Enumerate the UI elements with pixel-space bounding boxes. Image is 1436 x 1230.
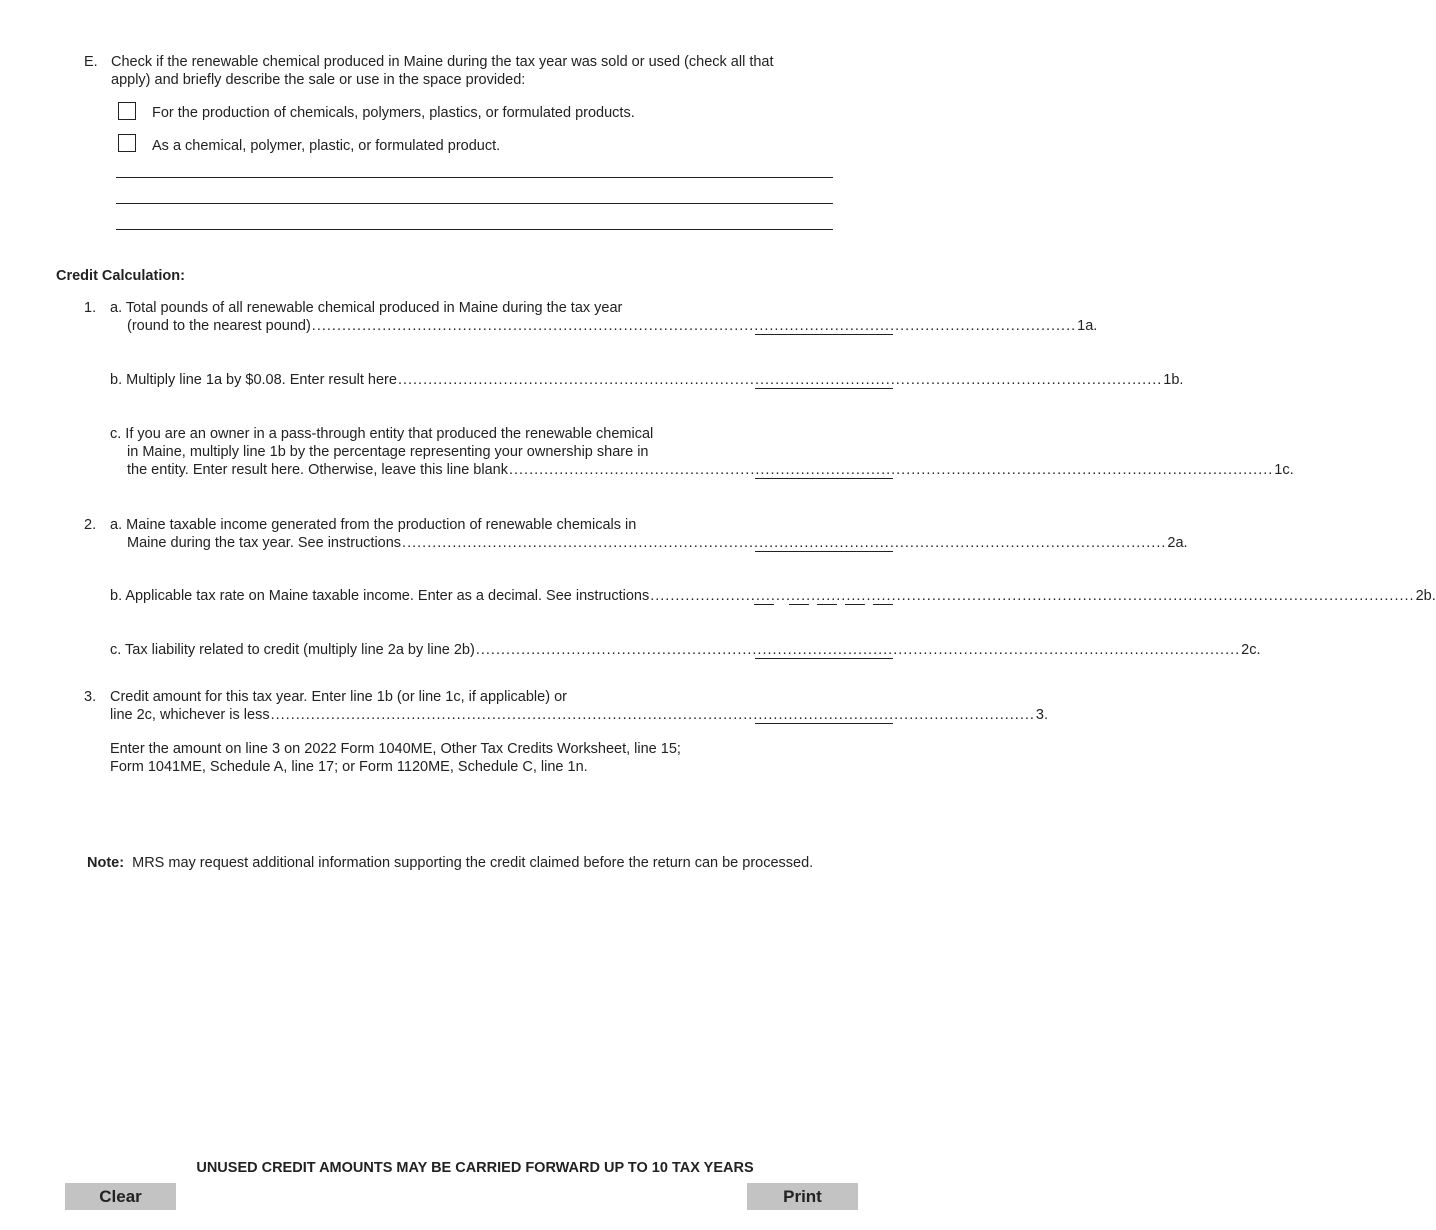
line1a-ref: 1a. bbox=[1077, 318, 1098, 334]
line2c-row bbox=[110, 641, 1261, 660]
line2a-input[interactable] bbox=[755, 533, 893, 552]
line1b-row bbox=[110, 371, 1184, 390]
leader-dots: ........................................................................................................................................................ bbox=[508, 462, 1274, 478]
line1b-ref: 1b. bbox=[1163, 372, 1184, 388]
rate-digit-field[interactable] bbox=[817, 604, 837, 605]
line1a-input[interactable] bbox=[755, 316, 893, 335]
line2c-input[interactable] bbox=[755, 640, 893, 659]
leader-dots: ........................................................................................................................................................ bbox=[650, 588, 1415, 604]
line3-ref: 3. bbox=[1035, 707, 1049, 723]
line3-instructions-line1: Enter the amount on line 3 on 2022 Form 1040ME, Other Tax Credits Worksheet, line 15; bbox=[110, 741, 681, 757]
leader-dots: ........................................................................................................................................................ bbox=[270, 707, 1035, 723]
rate-digit-field[interactable] bbox=[789, 604, 809, 605]
leader-dots: ........................................................................................................................................................ bbox=[475, 642, 1241, 658]
rate-digit-field[interactable] bbox=[754, 604, 774, 605]
option-production-checkbox[interactable] bbox=[118, 102, 136, 120]
line3-text-line2: line 2c, whichever is less bbox=[110, 707, 270, 723]
description-line-2[interactable] bbox=[116, 203, 833, 204]
section-e-text-line2: apply) and briefly describe the sale or use in the space provided: bbox=[111, 72, 526, 88]
carry-forward-notice: UNUSED CREDIT AMOUNTS MAY BE CARRIED FORWARD UP TO 10 TAX YEARS bbox=[196, 1160, 754, 1176]
description-line-1[interactable] bbox=[116, 177, 833, 178]
line1c-text-line1: c. If you are an owner in a pass-through entity that produced the renewable chemical bbox=[110, 426, 654, 442]
line3-instructions-line2: Form 1041ME, Schedule A, line 17; or Form 1120ME, Schedule C, line 1n. bbox=[110, 759, 588, 775]
section-e-letter: E. bbox=[84, 54, 98, 70]
line1b-input[interactable] bbox=[755, 370, 893, 389]
leader-dots: ........................................................................................................................................................ bbox=[397, 372, 1163, 388]
note bbox=[87, 854, 813, 873]
line3-number: 3. bbox=[84, 689, 97, 705]
note-text: MRS may request additional information supporting the credit claimed before the return can be processed. bbox=[132, 855, 814, 871]
leader-dots: ........................................................................................................................................................ bbox=[402, 535, 1167, 551]
leader-dots: ........................................................................................................................................................ bbox=[311, 318, 1077, 334]
line2-number: 2. bbox=[84, 517, 97, 533]
option-product-label: As a chemical, polymer, plastic, or formulated product. bbox=[152, 138, 501, 154]
line1a-text-line1: a. Total pounds of all renewable chemical produced in Maine during the tax year bbox=[110, 300, 623, 316]
print-button[interactable]: Print bbox=[747, 1183, 858, 1210]
line1c-input[interactable] bbox=[755, 460, 893, 479]
line1b-text: b. Multiply line 1a by $0.08. Enter result here bbox=[110, 372, 397, 388]
line2a-text-line2: Maine during the tax year. See instructions bbox=[127, 535, 402, 551]
rate-digit-field[interactable] bbox=[845, 604, 865, 605]
line2a-text-line1: a. Maine taxable income generated from the production of renewable chemicals in bbox=[110, 517, 637, 533]
line2a-row bbox=[127, 534, 1188, 553]
description-line-3[interactable] bbox=[116, 229, 833, 230]
note-label: Note: bbox=[87, 855, 125, 871]
line3-input[interactable] bbox=[755, 705, 893, 724]
line1c-ref: 1c. bbox=[1274, 462, 1294, 478]
clear-button[interactable]: Clear bbox=[65, 1183, 176, 1210]
line1c-text-line2: in Maine, multiply line 1b by the percentage representing your ownership share in bbox=[127, 444, 649, 460]
line1a-text-line2: (round to the nearest pound) bbox=[127, 318, 311, 334]
line1c-row bbox=[127, 461, 1294, 480]
line2c-text: c. Tax liability related to credit (multiply line 2a by line 2b) bbox=[110, 642, 475, 658]
option-product-checkbox[interactable] bbox=[118, 134, 136, 152]
line2c-ref: 2c. bbox=[1241, 642, 1261, 658]
rate-digit-field[interactable] bbox=[873, 604, 893, 605]
line2a-ref: 2a. bbox=[1167, 535, 1188, 551]
line1c-text-line3: the entity. Enter result here. Otherwise, leave this line blank bbox=[127, 462, 508, 478]
line1a-row bbox=[127, 317, 1098, 336]
line2b-ref: 2b. bbox=[1415, 588, 1436, 604]
option-production-label: For the production of chemicals, polymers, plastics, or formulated products. bbox=[152, 105, 635, 121]
credit-calculation-heading: Credit Calculation: bbox=[56, 268, 185, 284]
line2b-text: b. Applicable tax rate on Maine taxable income. Enter as a decimal. See instructions bbox=[110, 588, 650, 604]
line3-text-line1: Credit amount for this tax year. Enter line 1b (or line 1c, if applicable) or bbox=[110, 689, 567, 705]
line1-number: 1. bbox=[84, 300, 97, 316]
line2b-row bbox=[110, 587, 1436, 606]
section-e-text-line1: Check if the renewable chemical produced in Maine during the tax year was sold or used (check all that bbox=[111, 54, 774, 70]
line3-row bbox=[110, 706, 1049, 725]
